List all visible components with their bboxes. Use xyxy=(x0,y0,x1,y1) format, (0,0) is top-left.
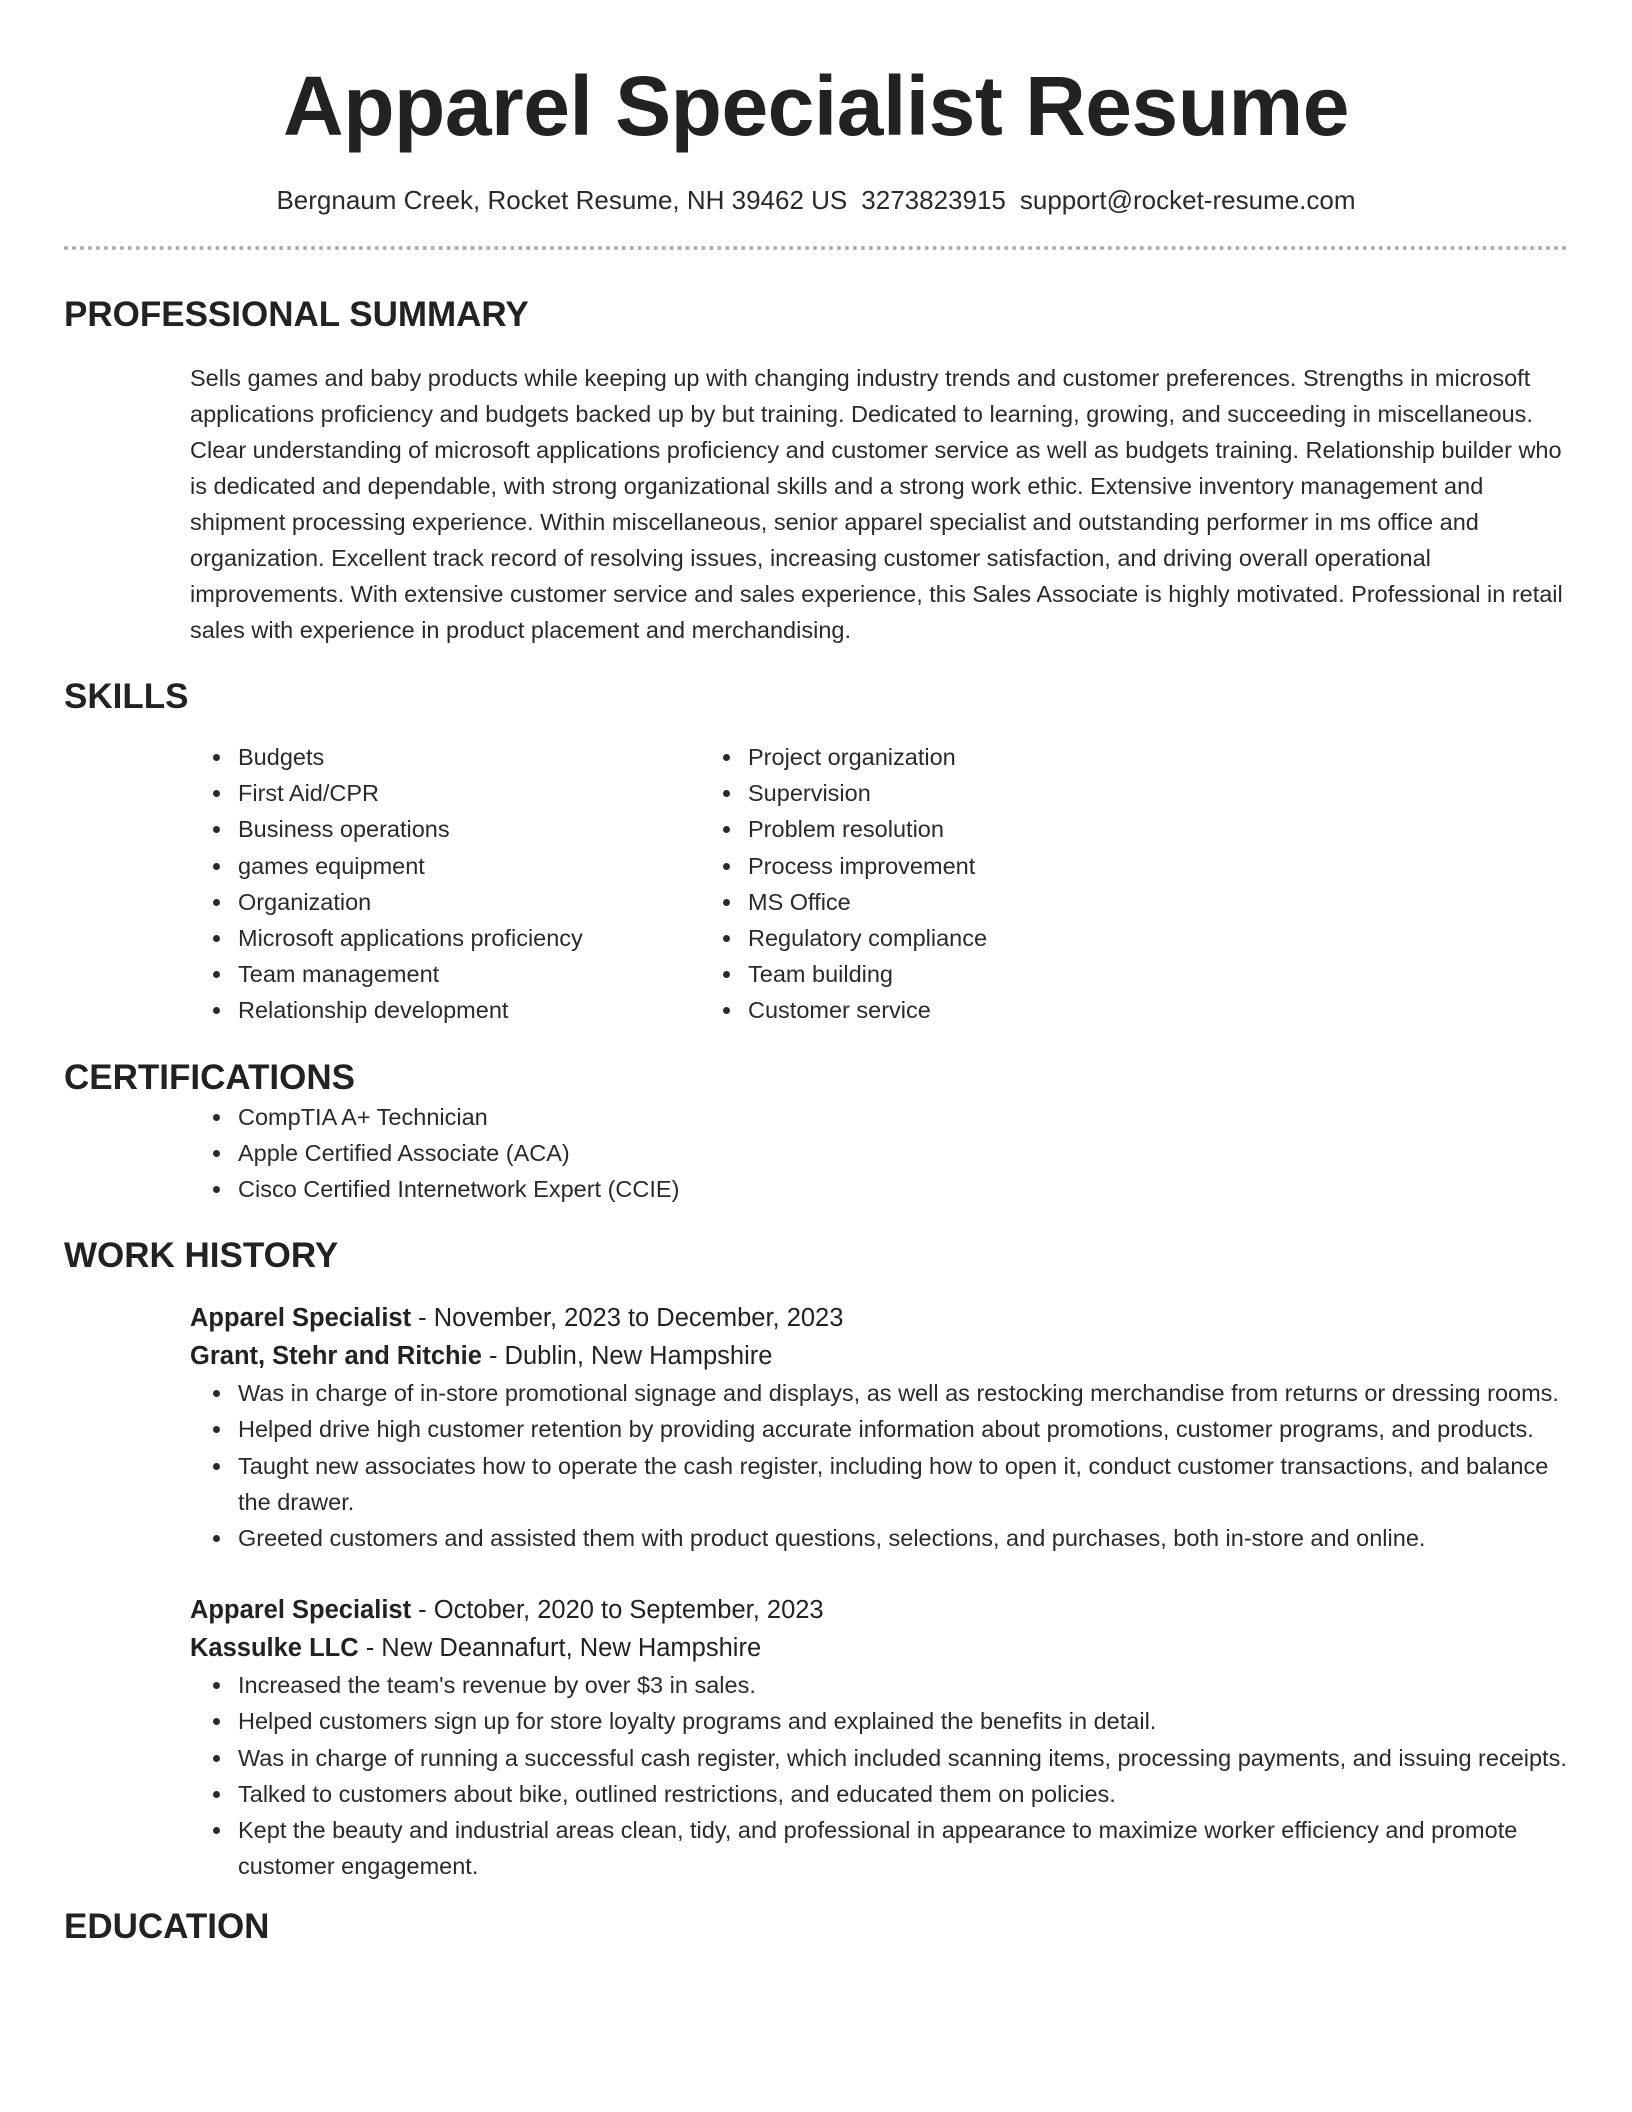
skill-item: • Team management xyxy=(234,956,744,992)
job-duty: • Taught new associates how to operate the cash register, including how to open it, conduct customer transactions, and balance the drawer. xyxy=(234,1448,1568,1520)
contact-address: Bergnaum Creek, Rocket Resume, NH 39462 US xyxy=(276,185,848,215)
job-title-line xyxy=(190,1299,1568,1337)
header-divider xyxy=(64,246,1568,250)
summary-heading: PROFESSIONAL SUMMARY xyxy=(64,295,529,334)
job-duty: • Helped customers sign up for store loyalty programs and explained the benefits in detail. xyxy=(234,1703,1568,1739)
certifications-list xyxy=(64,1099,1568,1208)
skill-item: • Process improvement xyxy=(744,848,1254,884)
certification-item: • Cisco Certified Internetwork Expert (CCIE) xyxy=(234,1171,1568,1207)
job-duties-list xyxy=(190,1667,1568,1884)
job-company-line xyxy=(190,1337,1568,1375)
resume-title: Apparel Specialist Resume xyxy=(283,59,1349,153)
certification-item: • Apple Certified Associate (ACA) xyxy=(234,1135,1568,1171)
contact-line xyxy=(64,184,1568,216)
job-company: Grant, Stehr and Ritchie xyxy=(190,1342,482,1371)
skill-item: • Business operations xyxy=(234,811,744,847)
skill-item: • games equipment xyxy=(234,848,744,884)
skill-item: • Budgets xyxy=(234,739,744,775)
skill-item: • Project organization xyxy=(744,739,1254,775)
job-duty: • Greeted customers and assisted them with product questions, selections, and purchases, both in-store and online. xyxy=(234,1520,1568,1556)
skill-item: • First Aid/CPR xyxy=(234,775,744,811)
job-duty: • Talked to customers about bike, outlined restrictions, and educated them on policies. xyxy=(234,1776,1568,1812)
contact-phone: 3273823915 xyxy=(861,185,1006,215)
skill-item: • Regulatory compliance xyxy=(744,920,1254,956)
job-company: Kassulke LLC xyxy=(190,1634,359,1663)
skill-item: • Problem resolution xyxy=(744,811,1254,847)
skill-item: • Organization xyxy=(234,884,744,920)
job-duty: • Kept the beauty and industrial areas clean, tidy, and professional in appearance to maximize worker efficiency and promote customer engagement. xyxy=(234,1812,1568,1884)
job-dates: - October, 2020 to September, 2023 xyxy=(411,1596,824,1625)
job-entry xyxy=(190,1591,1568,1884)
work-history-heading: WORK HISTORY xyxy=(64,1236,339,1276)
job-duties-list xyxy=(190,1375,1568,1556)
job-dates: - November, 2023 to December, 2023 xyxy=(411,1304,844,1333)
job-company-line xyxy=(190,1629,1568,1667)
job-duty: • Was in charge of running a successful cash register, which included scanning items, processing payments, and issuing receipts. xyxy=(234,1740,1568,1776)
job-location: - Dublin, New Hampshire xyxy=(481,1342,773,1371)
certification-item: • CompTIA A+ Technician xyxy=(234,1099,1568,1135)
skill-item: • Relationship development xyxy=(234,992,744,1028)
job-location: - New Deannafurt, New Hampshire xyxy=(358,1634,762,1663)
skills-heading: SKILLS xyxy=(64,677,189,716)
certifications-heading: CERTIFICATIONS xyxy=(64,1057,356,1097)
skills-columns xyxy=(64,739,1568,1029)
skills-list-right xyxy=(744,739,1254,1029)
job-title: Apparel Specialist xyxy=(190,1304,412,1333)
resume-page xyxy=(64,0,1568,1948)
job-duty: • Was in charge of in-store promotional signage and displays, as well as restocking merchandise from returns or dressing rooms. xyxy=(234,1375,1568,1411)
skill-item: • Supervision xyxy=(744,775,1254,811)
job-entry xyxy=(190,1299,1568,1556)
skill-item: • Team building xyxy=(744,956,1254,992)
skill-item: • Customer service xyxy=(744,992,1254,1028)
job-title-line xyxy=(190,1591,1568,1629)
skill-item: • MS Office xyxy=(744,884,1254,920)
education-heading: EDUCATION xyxy=(64,1907,270,1947)
contact-email[interactable]: support@rocket-resume.com xyxy=(1019,185,1356,215)
job-duty: • Increased the team's revenue by over $3 in sales. xyxy=(234,1667,1568,1703)
skills-list-left xyxy=(64,739,744,1029)
job-duty: • Helped drive high customer retention by providing accurate information about promotions, customer programs, and products. xyxy=(234,1411,1568,1447)
summary-text: Sells games and baby products while keeping up with changing industry trends and customer preferences. Strengths in microsoft applications proficiency and budgets backed up by but training. Dedicated to learning, growing, and succeeding in miscellaneous. Clear understanding of microsoft applications proficiency and customer service as well as budgets training. Relationship builder who is dedicated and dependable, with strong organizational skills and a strong work ethic. Extensive inventory management and shipment processing experience. Within miscellaneous, senior apparel specialist and outstanding performer in ms office and organization. Excellent track record of resolving issues, increasing customer satisfaction, and driving overall operational improvements. With extensive customer service and sales experience, this Sales Associate is highly motivated. Professional in retail sales with experience in product placement and merchandising. xyxy=(190,365,1563,643)
skill-item: • Microsoft applications proficiency xyxy=(234,920,744,956)
job-title: Apparel Specialist xyxy=(190,1596,412,1625)
